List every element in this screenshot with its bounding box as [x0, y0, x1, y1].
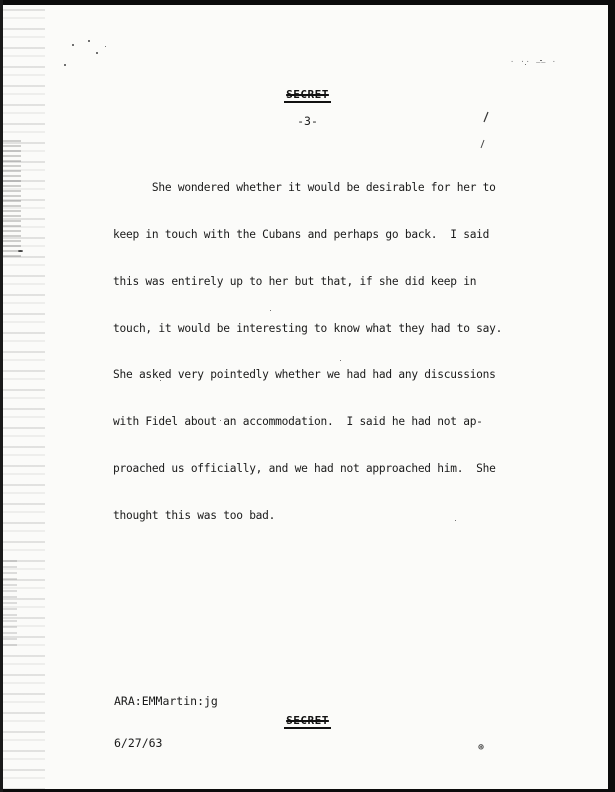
- body-line: keep in touch with the Cubans and perhaps go back. I said: [113, 227, 490, 241]
- body-line: with Fidel about an accommodation. I said he had not ap-: [113, 415, 483, 429]
- memo-body: [113, 149, 553, 554]
- scan-noise-left-lower: [3, 560, 17, 650]
- scan-speck: [88, 40, 90, 42]
- classification-footer: [0, 714, 615, 727]
- scan-border-top: [0, 0, 615, 5]
- page-number: -3-: [297, 114, 318, 128]
- scan-speck: [105, 46, 106, 47]
- scan-speck: [18, 250, 23, 252]
- draft-date: 6/27/63: [114, 736, 163, 750]
- body-line: She asked very pointedly whether we had had any discussions: [113, 368, 496, 382]
- body-line: touch, it would be interesting to know what they had to say.: [113, 321, 503, 335]
- originator-initials: ARA:EMMartin:jg: [114, 694, 218, 708]
- body-line: She wondered whether it would be desirable for her to: [113, 181, 496, 195]
- bottom-scan-mark: ⊛: [478, 742, 485, 753]
- body-line: this was entirely up to her but that, if she did keep in: [113, 274, 477, 288]
- scan-speck: [96, 52, 98, 54]
- body-line: thought this was too bad.: [113, 508, 276, 522]
- classification-header: [0, 88, 615, 101]
- scan-speck: [72, 44, 74, 46]
- scan-speck: [64, 64, 66, 66]
- body-line: proached us officially, and we had not approached him. She: [113, 461, 496, 475]
- classification-label: SECRET: [286, 714, 329, 727]
- corner-scan-mark: · ·· —— ·: [510, 58, 557, 66]
- scan-noise-left-dense: [3, 140, 21, 260]
- classification-label: SECRET: [286, 88, 329, 101]
